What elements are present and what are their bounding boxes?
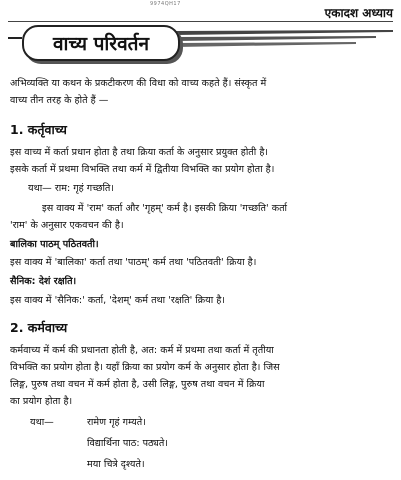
banner-stripes-decoration: [176, 29, 393, 51]
section1-line-1: इस वाच्य में कर्ता प्रधान होता है तथा क्रिया कर्ता के अनुसार प्रयुक्त होती है।: [10, 147, 269, 158]
section2-example-3: मया चित्रे दृश्यते।: [87, 459, 145, 470]
section2-line-2: विभक्ति का प्रयोग होता है। यहाँ क्रिया का प्रयोग कर्म के अनुसार होता है। जिस: [10, 362, 280, 373]
section1-heading: 1. कर्तृवाच्य: [10, 122, 67, 137]
section1-example-3-note: इस वाक्य में 'सैनिक:' कर्ता, 'देशम्' कर्म तथा 'रक्षति' क्रिया है।: [10, 295, 225, 306]
section2-heading: 2. कर्मवाच्य: [10, 320, 68, 335]
section1-example-1-note-1: इस वाक्य में 'राम' कर्ता और 'गृहम्' कर्म है। इसकी क्रिया 'गच्छति' कर्ता: [42, 203, 288, 214]
header-divider: [8, 21, 393, 22]
chapter-banner: [22, 25, 180, 61]
section2-line-1: कर्मवाच्य में कर्म की प्रधानता होती है, अत: कर्म में प्रथमा तथा कर्ता में तृतीया: [10, 345, 274, 356]
banner-left-rule: [8, 37, 22, 39]
banner-title: वाच्य परिवर्तन: [52, 33, 150, 55]
section2-line-4: का प्रयोग होता है।: [10, 396, 73, 407]
section2-example-2: विद्यार्थिना पाठ: पठ्यते।: [87, 438, 168, 449]
chapter-title: एकादश अध्याय: [324, 6, 393, 20]
section2-example-1: रामेण गृहं गम्यते।: [87, 417, 146, 428]
section2-line-3: लिङ्ग, पुरुष तथा वचन में कर्म होता है, उसी लिङ्ग, पुरुष तथा वचन में क्रिया: [10, 379, 265, 390]
intro-line-2: वाच्य तीन तरह के होते हैं —: [10, 95, 109, 106]
section1-example-1: यथा— राम: गृहं गच्छति।: [28, 183, 115, 194]
page-code: 9974QH17: [150, 1, 181, 7]
section2-example-label: यथा—: [30, 417, 54, 428]
section1-example-1-note-2: 'राम' के अनुसार एकवचन की है।: [10, 220, 124, 231]
section1-example-2: बालिका पाठम् पठितवती।: [10, 239, 99, 250]
section1-example-3: सैनिक: देशं रक्षति।: [10, 276, 77, 287]
section1-line-2: इसके कर्ता में प्रथमा विभक्ति तथा कर्म में द्वितीया विभक्ति का प्रयोग होता है।: [10, 164, 275, 175]
section1-example-2-note: इस वाक्य में 'बालिका' कर्ता तथा 'पाठम्' कर्म तथा 'पठितवती' क्रिया है।: [10, 257, 257, 268]
intro-line-1: अभिव्यक्ति या कथन के प्रकटीकरण की विधा को वाच्य कहते हैं। संस्कृत में: [10, 78, 267, 89]
